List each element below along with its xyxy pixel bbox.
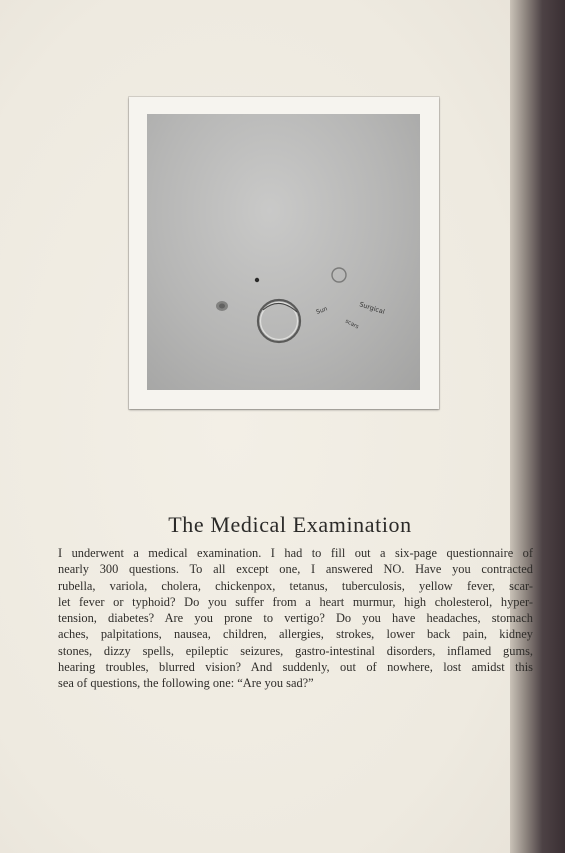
article-title: The Medical Examination: [168, 512, 412, 537]
handwriting-surgical: Surgical: [358, 300, 386, 316]
smudge-core: [219, 304, 225, 309]
photo-marks: [147, 114, 420, 390]
handwriting-sun: Sun: [315, 305, 329, 316]
body-line: stones, dizzy spells, epileptic seizures, gastro-intestinal disorders, inflamed gums,: [58, 643, 533, 658]
body-line: aches, palpitations, nausea, children, allergies, strokes, lower back pain, kidney: [58, 627, 533, 642]
examination-photograph: [147, 114, 420, 390]
body-line: sea of questions, the following one: “Are you sad?”: [58, 676, 314, 691]
small-ring-mark: [332, 268, 346, 282]
body-line: nearly 300 questions. To all except one, I answered NO. Have you contracted: [58, 562, 533, 577]
body-line: tension, diabetes? Are you prone to vertigo? Do you have headaches, stomach: [58, 611, 533, 626]
body-line: let fever or typhoid? Do you suffer from a heart murmur, high cholesterol, hyper-: [58, 594, 533, 609]
handwriting-scars: scars: [344, 318, 360, 331]
body-line: I underwent a medical examination. I had to fill out a six-page questionnaire of: [58, 546, 533, 560]
body-line: rubella, variola, cholera, chickenpox, tetanus, tuberculosis, yellow fever, scar-: [58, 578, 533, 593]
article-body: [58, 545, 533, 692]
dot-mark: [255, 278, 259, 282]
body-line: hearing troubles, blurred vision? And suddenly, out of nowhere, lost amidst this: [58, 660, 533, 675]
large-ring-mark: [258, 300, 300, 342]
